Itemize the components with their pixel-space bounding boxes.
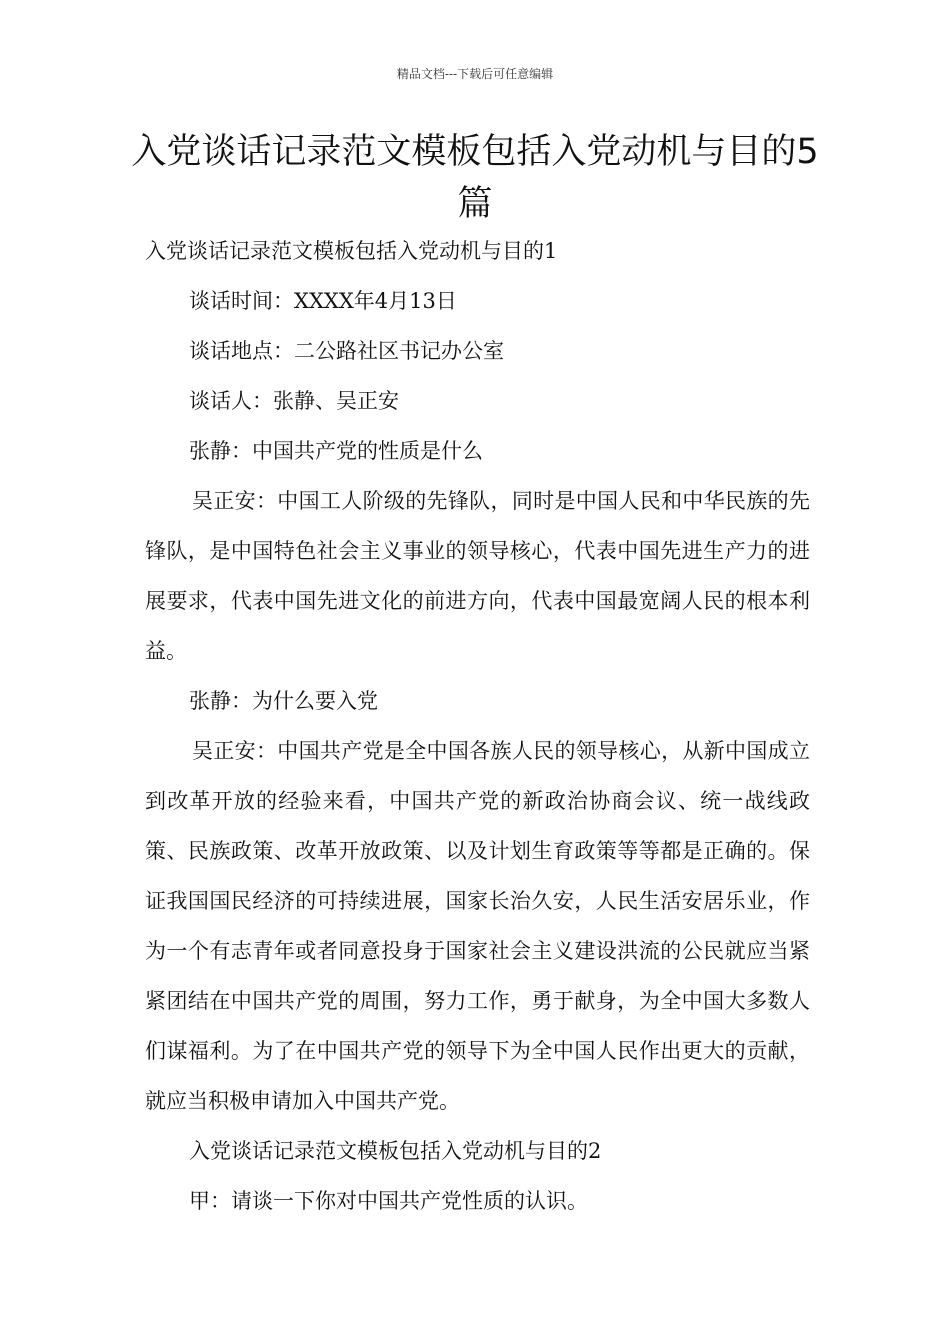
question-paragraph: 张静：中国共产党的性质是什么 — [189, 439, 483, 463]
interview-location: 谈话地点：二公路社区书记办公室 — [189, 339, 504, 363]
interview-time: 谈话时间：XXXX年4月13日 — [189, 289, 457, 313]
document-title: 入党谈话记录范文模板包括入党动机与目的5篇 — [131, 132, 819, 224]
question-paragraph: 张静：为什么要入党 — [189, 689, 378, 713]
question-paragraph: 甲：请谈一下你对中国共产党性质的认识。 — [189, 1189, 588, 1213]
section-heading-2: 入党谈话记录范文模板包括入党动机与目的2 — [189, 1139, 602, 1163]
interview-participants: 谈话人：张静、吴正安 — [189, 389, 399, 413]
answer-paragraph: 吴正安：中国共产党是全中国各族人民的领导核心，从新中国成立到改革开放的经验来看，中国共产党的新政治协商会议、统一战线政策、民族政策、改革开放政策、以及计划生育政策等等都是正确的。保证我国国民经济的可持续进展，国家长治久安，人民生活安居乐业，作为一个有志青年或者同意投身于国家社会主义建设洪流的公民就应当紧紧团结在中国共产党的周围，努力工作，勇于献身，为全中国大多数人们谋福利。为了在中国共产党的领导下为全中国人民作出更大的贡献，就应当积极申请加入中国共产党。 — [145, 739, 810, 1113]
answer-paragraph: 吴正安：中国工人阶级的先锋队，同时是中国人民和中华民族的先锋队，是中国特色社会主义事业的领导核心，代表中国先进生产力的进展要求，代表中国先进文化的前进方向，代表中国最宽阔人民的根本利益。 — [145, 489, 810, 663]
section-heading-1: 入党谈话记录范文模板包括入党动机与目的1 — [145, 239, 558, 263]
document-body — [145, 226, 810, 1226]
header-note: 精品文档---下载后可任意编辑 — [396, 67, 554, 81]
